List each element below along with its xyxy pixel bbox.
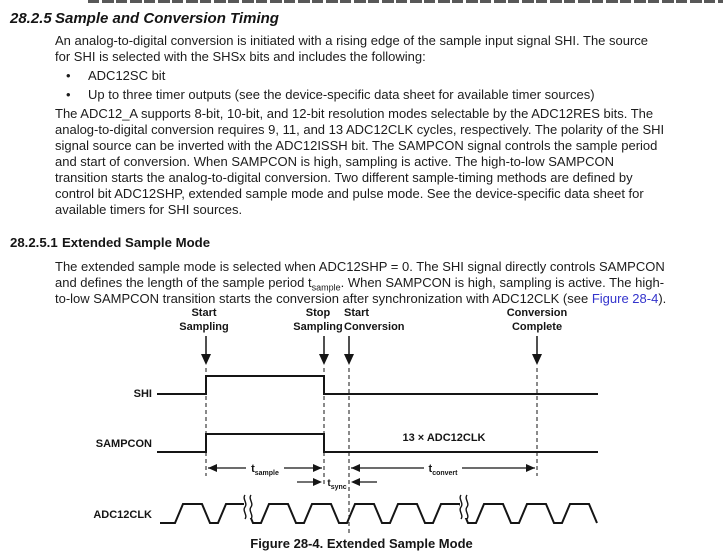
paragraph-line: control bit ADC12SHP, extended sample mode and pulse mode. See the device-specific data sheet for <box>55 186 644 201</box>
adc12clk-waveform <box>160 504 597 523</box>
clipped-text-artifact <box>88 0 723 3</box>
t-convert-subscript: convert <box>432 470 458 477</box>
down-arrowhead-icon <box>344 354 354 365</box>
bullet-icon: • <box>66 87 71 102</box>
event-arrowheads <box>201 354 542 365</box>
t-sample-label <box>251 463 279 477</box>
signal-label-adc12clk: ADC12CLK <box>93 509 152 521</box>
paragraph-text: ). <box>658 291 667 306</box>
t-sync-subscript: sync <box>330 484 347 491</box>
right-arrowhead-icon <box>313 464 322 472</box>
shi-waveform <box>157 376 598 394</box>
sampcon-waveform <box>157 434 598 452</box>
right-arrowhead-icon <box>313 478 322 486</box>
paragraph-text: to-low SAMPCON transition starts the conversion after synchronization with ADC12CLK (see <box>55 291 592 306</box>
t-sample-subscript: sample <box>254 470 279 477</box>
intro-paragraph <box>55 33 648 65</box>
paragraph-line: for SHI is selected with the SHSx bits and includes the following: <box>55 49 426 64</box>
bullet-icon: • <box>66 68 71 83</box>
paragraph-line: transition starts the analog-to-digital conversion. Two different sample-timing methods are defined by <box>55 170 633 185</box>
event-label-stop-sampling: Sampling <box>293 321 343 333</box>
left-arrowhead-icon <box>208 464 217 472</box>
bullet-item <box>66 68 165 83</box>
paragraph-line: An analog-to-digital conversion is initiated with a rising edge of the sample input signal SHI. The source <box>55 33 649 48</box>
down-arrowhead-icon <box>319 354 329 365</box>
subsection-number: 28.2.5.1 <box>10 235 58 250</box>
waveform-break-2 <box>460 495 468 519</box>
event-label-start-sampling: Start <box>191 307 217 319</box>
section-number: 28.2.5 <box>10 10 52 27</box>
t-convert-label <box>429 463 459 477</box>
paragraph-line: The extended sample mode is selected when ADC12SHP = 0. The SHI signal directly controls SAMPCON <box>55 259 665 274</box>
bullet-text: Up to three timer outputs (see the device-specific data sheet for available timer sources) <box>88 87 595 102</box>
event-label-conversion-complete: Conversion <box>506 307 568 319</box>
waveform-break-1 <box>244 495 252 519</box>
paragraph-line: analog-to-digital conversion requires 9, 11, and 13 ADC12CLK cycles, respectively. The polarity of the SHI <box>55 122 665 137</box>
event-label-stop-sampling: Stop <box>305 307 331 319</box>
t-symbol: t <box>251 463 255 475</box>
left-arrowhead-icon <box>351 464 360 472</box>
subsection-title: Extended Sample Mode <box>62 235 211 250</box>
paragraph-line: signal source can be inverted with the ADC12ISSH bit. The SAMPCON signal controls the sample period <box>55 138 658 153</box>
t-symbol: t <box>428 463 433 475</box>
body-paragraph <box>55 106 664 218</box>
t-sync-label <box>327 478 346 491</box>
event-label-start-sampling: Sampling <box>179 321 229 333</box>
t-symbol: t <box>327 478 331 489</box>
event-label-conversion-complete: Complete <box>511 321 563 333</box>
signal-label-sampcon: SAMPCON <box>95 438 152 450</box>
paragraph-line <box>55 275 666 291</box>
paragraph-text: . When SAMPCON is high, sampling is active. The high- <box>340 275 665 290</box>
paragraph-line: The ADC12_A supports 8-bit, 10-bit, and 12-bit resolution modes selectable by the ADC12RES bits. The <box>55 106 654 121</box>
paragraph-line: and start of conversion. When SAMPCON is high, sampling is active. The high-to-low SAMPCON <box>55 154 614 169</box>
signal-label-shi: SHI <box>133 388 152 400</box>
t-sample-subscript: sample <box>311 282 341 293</box>
event-label-start-conversion: Conversion <box>344 321 405 333</box>
event-arrows <box>206 336 537 356</box>
figure-caption: Figure 28-4. Extended Sample Mode <box>250 536 473 551</box>
section-title: Sample and Conversion Timing <box>55 10 279 27</box>
timing-diagram <box>0 298 723 543</box>
figure-28-4-link[interactable]: Figure 28-4 <box>591 291 659 306</box>
right-arrowhead-icon <box>526 464 535 472</box>
paragraph-text: and defines the length of the sample period t <box>55 275 312 290</box>
left-arrowhead-icon <box>351 478 360 486</box>
clock-count-annotation: 13 × ADC12CLK <box>402 432 486 444</box>
event-label-start-conversion: Start <box>344 307 370 319</box>
bullet-item <box>66 87 595 102</box>
paragraph-line: available timers for SHI sources. <box>55 202 243 217</box>
bullet-text: ADC12SC bit <box>88 68 166 83</box>
down-arrowhead-icon <box>201 354 211 365</box>
down-arrowhead-icon <box>532 354 542 365</box>
